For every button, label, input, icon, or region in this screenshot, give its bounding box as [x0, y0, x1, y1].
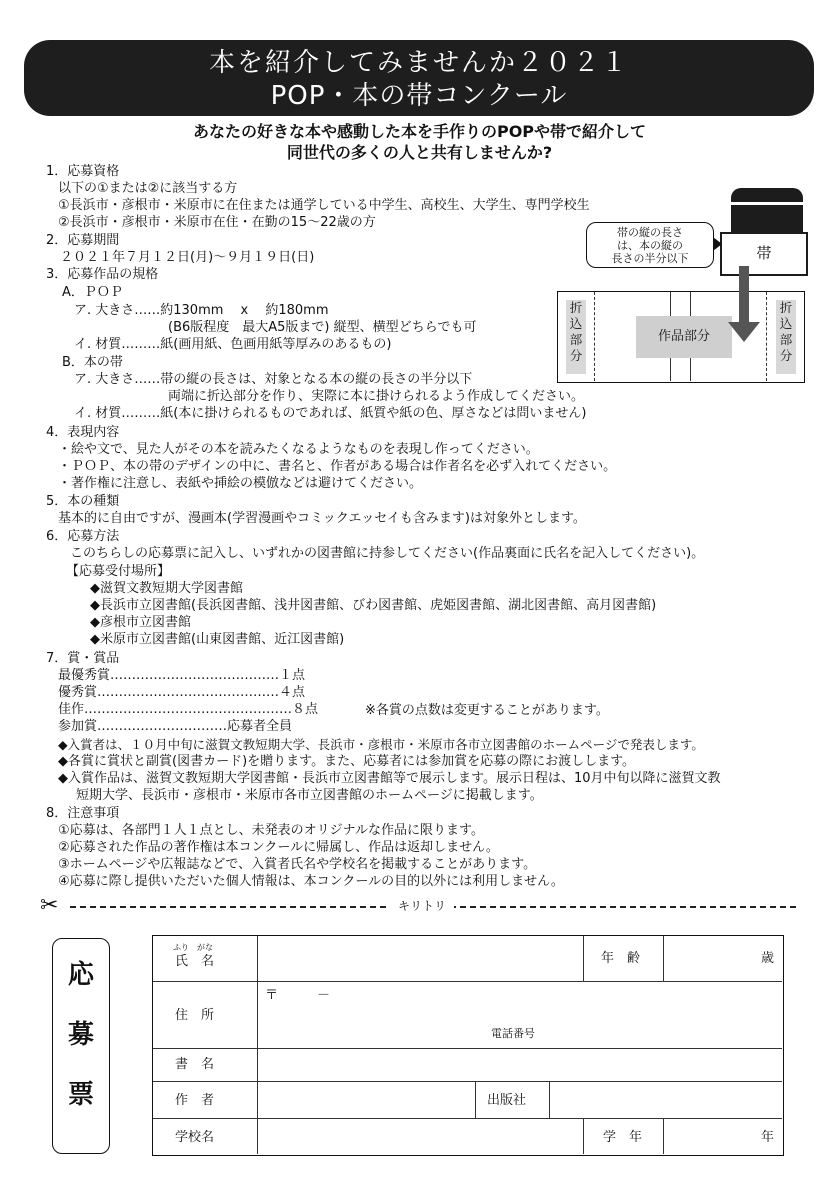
age-unit: 歳 — [761, 951, 775, 966]
bubble-line-1: 帯の縦の長さ — [617, 226, 683, 239]
s3-a-size-2: (B6版程度 最大A5版まで) 縦型、横型どちらでも可 — [168, 320, 477, 335]
grade-label: 学 年 — [603, 1130, 643, 1145]
s6-place-4: ◆米原市立図書館(山東図書館、近江図書館) — [90, 632, 345, 647]
address-label: 住 所 — [175, 1008, 215, 1023]
name-label: 氏 名 — [175, 954, 215, 969]
bubble-line-3: 長さの半分以下 — [611, 252, 689, 265]
badge-char-2: 募 — [67, 1020, 94, 1050]
badge-char-3: 票 — [67, 1080, 94, 1110]
obi-label: 帯 — [720, 232, 808, 276]
title-line-2: POP・本の帯コンクール — [270, 81, 568, 111]
s7-prize-note: ※各賞の点数は変更することがあります。 — [365, 703, 609, 718]
s3-a-size: ア. 大きさ……約130mm x 約180mm — [74, 303, 329, 318]
s8-item-4: ④応募に際し提供いただいた個人情報は、本コンクールの目的以外には利用しません。 — [58, 874, 564, 889]
lead-line-2: 同世代の多くの人と共有しませんか? — [286, 143, 553, 162]
s3-b-heading: B．本の帯 — [62, 355, 123, 370]
s6-heading: 6．応募方法 — [46, 529, 120, 544]
work-area-label: 作品部分 — [636, 316, 732, 358]
entry-form-badge — [52, 938, 110, 1154]
book-title-label: 書 名 — [175, 1057, 215, 1072]
age-label: 年 齢 — [601, 951, 641, 966]
obi-height-bubble — [586, 222, 714, 268]
s7-note-4: 短期大学、長浜市・彦根市・米原市各市立図書館のホームページに掲載します。 — [76, 788, 543, 803]
title-line-1: 本を紹介してみませんか２０２１ — [208, 48, 629, 78]
publisher-field[interactable] — [553, 1085, 777, 1115]
fold-left-label: 折込部分 — [566, 300, 586, 374]
s7-note-1: ◆入賞者は、１０月中旬に滋賀文教短期大学、長浜市・彦根市・米原市各市立図書館のホームページで発表します。 — [58, 737, 704, 752]
s8-item-3: ③ホームページや広報誌などで、入賞者氏名や学校名を掲載することがあります。 — [58, 857, 537, 872]
s7-note-3: ◆入賞作品は、滋賀文教短期大学図書館・長浜市立図書館等で展示します。展示日程は、10月中旬以降に滋賀文教 — [58, 771, 721, 786]
s8-heading: 8．注意事項 — [46, 806, 120, 821]
publisher-label: 出版社 — [487, 1093, 527, 1108]
s8-item-2: ②応募された作品の著作権は本コンクールに帰属し、作品は返却しません。 — [58, 840, 499, 855]
s6-places-heading: 【応募受付場所】 — [66, 564, 171, 579]
s3-b-size-2: 両端に折込部分を作り、実際に本に掛けられるよう作成してください。 — [168, 389, 585, 404]
down-arrow-icon — [739, 266, 749, 324]
s7-heading: 7．賞・賞品 — [46, 651, 120, 666]
entry-form-table — [152, 935, 784, 1156]
s1-heading: 1．応募資格 — [46, 164, 120, 179]
s6-place-1: ◆滋賀文教短期大学図書館 — [90, 581, 243, 596]
name-ruby: ふり がな — [173, 943, 213, 952]
name-field[interactable] — [261, 940, 579, 978]
scissors-icon: ✂ — [40, 893, 59, 918]
postal-mark: 〒 － — [265, 988, 331, 1003]
s1-item-2: ②長浜市・彦根市・米原市在住・在勤の15～22歳の方 — [58, 215, 376, 230]
s1-intro: 以下の①または②に該当する方 — [58, 181, 238, 196]
s3-heading: 3．応募作品の規格 — [46, 267, 159, 282]
fold-right-label: 折込部分 — [776, 300, 796, 374]
s6-place-2: ◆長浜市立図書館(長浜図書館、浅井図書館、びわ図書館、虎姫図書館、湖北図書館、高月図書館) — [90, 598, 657, 613]
arrow-head-icon — [728, 322, 760, 342]
s7-note-2: ◆各賞に賞状と副賞(図書カード)を贈ります。また、応募者には参加賞を応募の際にお渡しします。 — [58, 754, 636, 769]
s4-heading: 4．表現内容 — [46, 425, 120, 440]
s7-prize-2: 優秀賞……………………………………４点 — [58, 685, 306, 700]
s1-item-1: ①長浜市・彦根市・米原市に在住または通学している中学生、高校生、大学生、専門学校生 — [58, 198, 590, 213]
s7-prize-4: 参加賞…………………………応募者全員 — [58, 719, 293, 734]
phone-label: 電話番号 — [491, 1027, 535, 1040]
title-banner — [24, 40, 814, 116]
s5-heading: 5．本の種類 — [46, 494, 120, 509]
s3-b-material: イ. 材質………紙(本に掛けられるものであれば、紙質や紙の色、厚さなどは問いません) — [74, 406, 587, 421]
s3-a-material: イ. 材質………紙(画用紙、色画用紙等厚みのあるもの) — [74, 337, 392, 352]
s6-place-3: ◆彦根市立図書館 — [90, 615, 191, 630]
s4-item-2: ・ＰＯＰ、本の帯のデザインの中に、書名と、作者がある場合は作者名を必ず入れてください。 — [58, 459, 617, 474]
s3-a-heading: A．ＰＯＰ — [62, 285, 123, 300]
s7-prize-1: 最優秀賞…………………………………１点 — [58, 668, 306, 683]
school-label: 学校名 — [175, 1130, 215, 1145]
s4-item-1: ・絵や文で、見た人がその本を読みたくなるようなものを表現し作ってください。 — [58, 442, 539, 457]
s6-text: このちらしの応募票に記入し、いずれかの図書館に持参してください(作品裏面に氏名を記入してください)。 — [70, 546, 705, 561]
author-label: 作 者 — [175, 1093, 215, 1108]
s2-text: ２０２１年７月１２日(月)～９月１９日(日) — [60, 250, 315, 265]
author-field[interactable] — [261, 1085, 471, 1115]
s3-b-size: ア. 大きさ……帯の縦の長さは、対象となる本の縦の長さの半分以下 — [74, 372, 473, 387]
s8-item-1: ①応募は、各部門１人１点とし、未発表のオリジナルな作品に限ります。 — [58, 823, 484, 838]
s4-item-3: ・著作権に注意し、表紙や挿絵の模倣などは避けてください。 — [58, 476, 423, 491]
cut-label: キリトリ — [390, 897, 454, 915]
school-field[interactable] — [261, 1122, 579, 1150]
book-title-field[interactable] — [261, 1052, 777, 1078]
badge-char-1: 応 — [67, 960, 94, 990]
s5-text: 基本的に自由ですが、漫画本(学習漫画やコミックエッセイも含みます)は対象外とします。 — [58, 511, 586, 526]
s2-heading: 2．応募期間 — [46, 233, 120, 248]
grade-unit: 年 — [761, 1130, 775, 1145]
bubble-line-2: は、本の縦の — [617, 239, 683, 252]
s7-prize-3: 佳作…………………………………………８点 — [58, 702, 319, 717]
lead-line-1: あなたの好きな本や感動した本を手作りのPOPや帯で紹介して — [192, 122, 647, 141]
